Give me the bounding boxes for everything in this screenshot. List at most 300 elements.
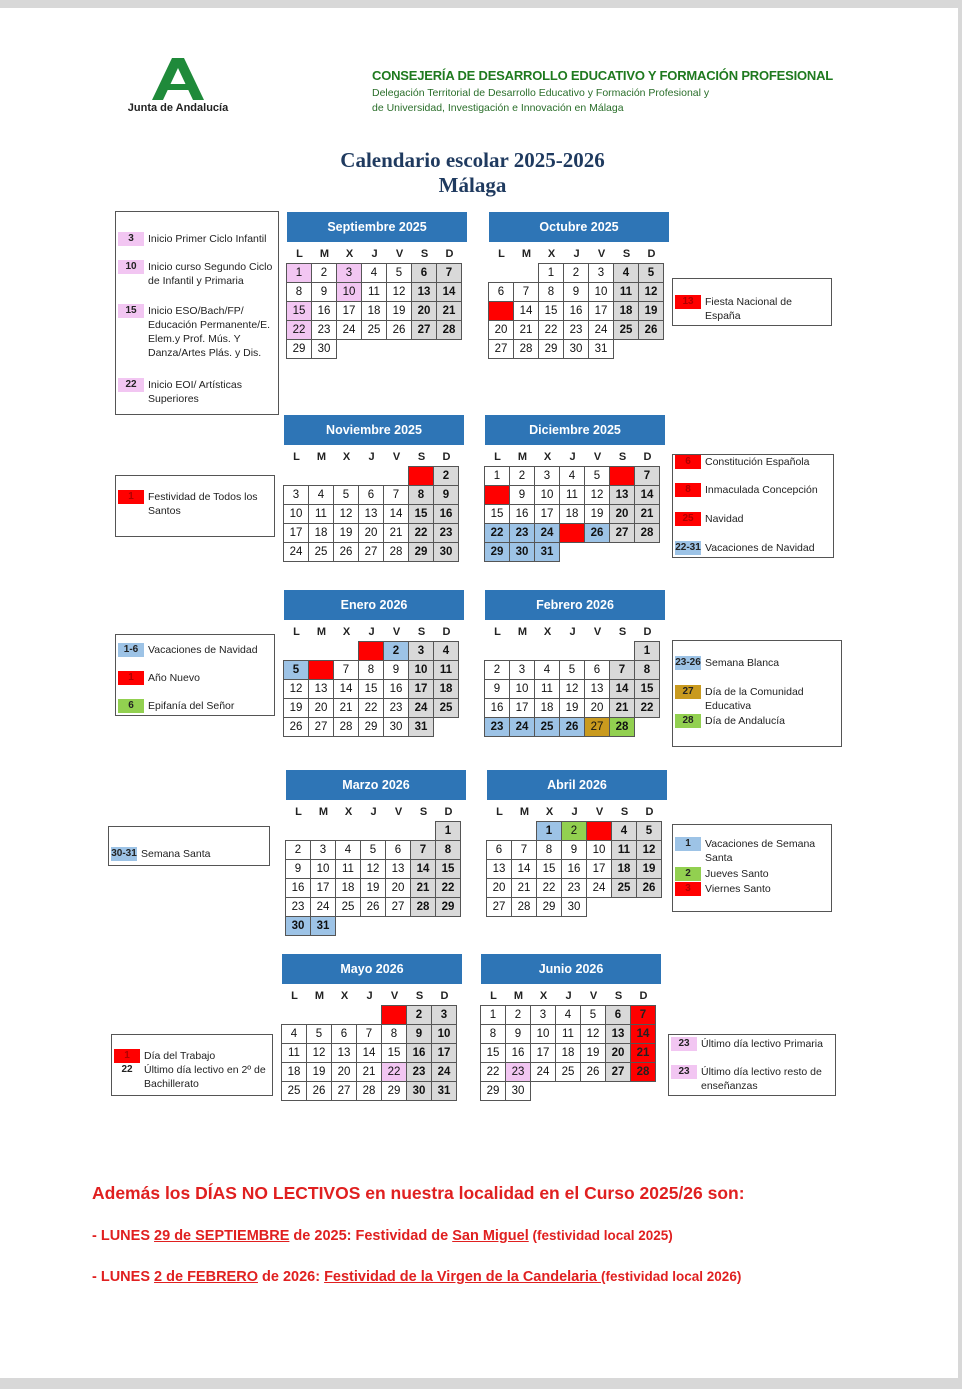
day-cell: 29	[286, 339, 312, 359]
day-cell: 5	[283, 660, 309, 680]
day-cell: 11	[559, 485, 585, 505]
note-text: - LUNES	[92, 1269, 155, 1285]
legend-swatch: 22-31	[675, 542, 701, 553]
day-cell: 20	[358, 523, 384, 543]
day-cell: 10	[588, 282, 614, 302]
day-cell: 13	[584, 679, 610, 699]
day-cell: 19	[386, 301, 412, 321]
legend-text: Inicio Primer Ciclo Infantil	[148, 233, 267, 245]
legend-swatch: 23	[671, 1065, 697, 1079]
legend-text: Semana Santa	[141, 848, 211, 860]
day-cell: 18	[433, 679, 459, 699]
day-cell: 5	[360, 840, 386, 860]
legend-item	[675, 867, 827, 881]
day-cell: 16	[406, 1043, 432, 1063]
day-cell: 16	[563, 301, 589, 321]
day-cell: 1	[480, 1005, 506, 1025]
day-cell: 21	[356, 1062, 382, 1082]
junta-andalucia-emblem-icon	[150, 56, 206, 100]
weekday-label: S	[419, 806, 428, 818]
weekday-label: V	[593, 451, 602, 463]
day-cell: 6	[609, 466, 635, 486]
weekday-label: L	[293, 451, 300, 463]
day-cell: 24	[310, 897, 336, 917]
day-cell: 28	[410, 897, 436, 917]
day-cell: 22	[480, 1062, 506, 1082]
day-cell: 4	[281, 1024, 307, 1044]
month-title: Mayo 2026	[282, 954, 462, 984]
legend-text: Constitución Española	[705, 456, 810, 468]
legend-swatch: 2	[675, 867, 701, 881]
local-holiday-1	[92, 1228, 673, 1244]
weekday-label: X	[345, 248, 354, 260]
day-cell: 11	[555, 1024, 581, 1044]
legend-item	[675, 685, 837, 713]
weekday-label: L	[494, 451, 501, 463]
legend-item	[118, 699, 270, 713]
empty-cell	[281, 1005, 307, 1025]
day-cell: 14	[511, 859, 537, 879]
weekday-label: V	[394, 806, 403, 818]
weekday-label: D	[442, 626, 451, 638]
legend-text: Semana Blanca	[705, 657, 780, 669]
day-cell: 5	[559, 660, 585, 680]
day-cell: 16	[285, 878, 311, 898]
day-cell: 18	[534, 698, 560, 718]
empty-cell	[385, 821, 411, 841]
legend-text: Inicio curso Segundo Ciclo de Infantil y Primaria	[148, 261, 273, 287]
weekday-label: X	[543, 626, 552, 638]
legend-item	[675, 512, 829, 526]
day-cell: 25	[361, 320, 387, 340]
empty-cell	[335, 821, 361, 841]
day-cell: 17	[310, 878, 336, 898]
day-cell: 27	[488, 339, 514, 359]
day-cell: 29	[435, 897, 461, 917]
day-cell: 9	[561, 840, 587, 860]
day-cell: 4	[555, 1005, 581, 1025]
day-cell: 16	[484, 698, 510, 718]
empty-cell	[559, 641, 585, 661]
day-cell: 7	[383, 485, 409, 505]
month-title: Marzo 2026	[286, 770, 466, 800]
day-cell: 10	[586, 840, 612, 860]
weekday-header	[286, 802, 466, 822]
legend-swatch: 6	[675, 455, 701, 469]
legend-item	[675, 714, 837, 728]
day-cell: 10	[534, 485, 560, 505]
legend-text: Jueves Santo	[705, 868, 769, 880]
day-cell: 22	[286, 320, 312, 340]
day-cell: 24	[586, 878, 612, 898]
logo-text: Junta de Andalucía	[127, 102, 229, 114]
day-cell: 28	[356, 1081, 382, 1101]
legend-item	[675, 656, 837, 670]
notes-headline: Además los DÍAS NO LECTIVOS en nuestra localidad en el Curso 2025/26 son:	[92, 1183, 745, 1203]
day-cell: 8	[536, 840, 562, 860]
day-cell: 20	[584, 698, 610, 718]
day-cell: 29	[480, 1081, 506, 1101]
legend-item	[114, 1049, 268, 1063]
weekday-label: D	[440, 990, 449, 1002]
day-cell: 17	[586, 859, 612, 879]
day-cell: 26	[636, 878, 662, 898]
weekday-label: D	[639, 990, 648, 1002]
day-cell: 5	[333, 485, 359, 505]
day-cell: 30	[311, 339, 337, 359]
day-cell: 18	[281, 1062, 307, 1082]
day-cell: 11	[433, 660, 459, 680]
day-cell: 31	[588, 339, 614, 359]
day-grid	[282, 1006, 462, 1101]
legend-text: Día del Trabajo	[144, 1050, 216, 1062]
day-cell: 2	[505, 1005, 531, 1025]
day-cell: 24	[283, 542, 309, 562]
legend-swatch: 3	[675, 882, 701, 896]
month-calendar	[287, 212, 467, 359]
weekday-label: S	[417, 451, 426, 463]
day-cell: 30	[561, 897, 587, 917]
empty-cell	[511, 821, 537, 841]
day-cell: 9	[406, 1024, 432, 1044]
day-cell: 15	[538, 301, 564, 321]
legend-marzo	[108, 826, 270, 866]
note-text: (festividad local 2026)	[601, 1269, 742, 1284]
month-title: Enero 2026	[284, 590, 464, 620]
day-cell: 14	[634, 485, 660, 505]
day-cell: 3	[408, 641, 434, 661]
day-cell: 15	[484, 504, 510, 524]
day-cell: 5	[386, 263, 412, 283]
weekday-label: J	[368, 451, 375, 463]
weekday-label: X	[342, 626, 351, 638]
legend-text: Último día lectivo Primaria	[701, 1038, 823, 1050]
day-cell: 18	[555, 1043, 581, 1063]
day-cell: 26	[333, 542, 359, 562]
weekday-label: M	[519, 806, 530, 818]
day-cell: 9	[509, 485, 535, 505]
day-cell: 4	[361, 263, 387, 283]
day-cell: 20	[486, 878, 512, 898]
legend-swatch: 1-6	[118, 643, 144, 657]
day-cell: 26	[306, 1081, 332, 1101]
weekday-header	[489, 244, 669, 264]
legend-text: Inmaculada Concepción	[705, 484, 818, 496]
day-cell: 17	[431, 1043, 457, 1063]
weekday-label: J	[569, 451, 576, 463]
day-cell: 12	[306, 1043, 332, 1063]
day-cell: 30	[509, 542, 535, 562]
month-title: Octubre 2025	[489, 212, 669, 242]
day-cell: 27	[331, 1081, 357, 1101]
day-cell: 27	[605, 1062, 631, 1082]
weekday-header	[284, 622, 464, 642]
day-cell: 23	[285, 897, 311, 917]
day-cell: 25	[611, 878, 637, 898]
weekday-label: L	[498, 248, 505, 260]
day-cell: 6	[605, 1005, 631, 1025]
day-cell: 25	[433, 698, 459, 718]
empty-cell	[331, 1005, 357, 1025]
legend-item	[114, 1063, 268, 1091]
day-cell: 8	[381, 1024, 407, 1044]
day-cell: 4	[433, 641, 459, 661]
legend-text: Año Nuevo	[148, 672, 200, 684]
day-cell: 20	[385, 878, 411, 898]
weekday-label: S	[618, 626, 627, 638]
day-cell: 19	[283, 698, 309, 718]
day-cell: 15	[536, 859, 562, 879]
weekday-header	[481, 986, 661, 1006]
legend-item	[675, 295, 827, 323]
day-cell: 1	[484, 466, 510, 486]
day-cell: 29	[358, 717, 384, 737]
day-cell: 28	[436, 320, 462, 340]
weekday-label: S	[620, 806, 629, 818]
day-cell: 6	[308, 660, 334, 680]
legend-swatch: 13	[675, 295, 701, 309]
day-cell: 1	[536, 821, 562, 841]
day-cell: 14	[333, 679, 359, 699]
empty-cell	[308, 641, 334, 661]
month-calendar	[487, 770, 667, 917]
legend-item	[118, 490, 270, 518]
day-cell: 18	[361, 301, 387, 321]
day-cell: 17	[408, 679, 434, 699]
day-cell: 27	[411, 320, 437, 340]
day-cell: 2	[433, 466, 459, 486]
day-cell: 25	[613, 320, 639, 340]
legend-swatch: 1	[118, 490, 144, 504]
month-calendar	[485, 590, 665, 737]
day-cell: 5	[580, 1005, 606, 1025]
day-cell: 18	[613, 301, 639, 321]
day-cell: 20	[605, 1043, 631, 1063]
day-cell: 14	[383, 504, 409, 524]
day-cell: 2	[563, 263, 589, 283]
note-date: 29 de SEPTIEMBRE	[154, 1228, 290, 1244]
month-title: Junio 2026	[481, 954, 661, 984]
day-cell: 5	[584, 466, 610, 486]
day-cell: 21	[513, 320, 539, 340]
delegation-line-2: de Universidad, Investigación e Innovación en Málaga	[372, 102, 624, 114]
day-cell: 15	[480, 1043, 506, 1063]
note-holiday-name: San Miguel	[452, 1228, 529, 1244]
day-cell: 13	[358, 504, 384, 524]
day-cell: 22	[536, 878, 562, 898]
day-cell: 9	[311, 282, 337, 302]
day-cell: 7	[609, 660, 635, 680]
day-cell: 19	[584, 504, 610, 524]
empty-cell	[410, 821, 436, 841]
day-cell: 23	[311, 320, 337, 340]
day-cell: 2	[484, 660, 510, 680]
legend-swatch: 28	[675, 714, 701, 728]
weekday-label: L	[293, 626, 300, 638]
weekday-label: V	[597, 248, 606, 260]
month-calendar	[282, 954, 462, 1101]
empty-cell	[534, 641, 560, 661]
weekday-label: D	[645, 806, 654, 818]
legend-swatch: 22	[114, 1063, 140, 1077]
legend-item	[111, 847, 265, 861]
day-grid	[485, 467, 665, 562]
day-cell: 23	[383, 698, 409, 718]
weekday-label: X	[545, 806, 554, 818]
day-cell: 21	[630, 1043, 656, 1063]
day-cell: 26	[386, 320, 412, 340]
legend-swatch: 8	[675, 483, 701, 497]
weekday-label: J	[565, 990, 572, 1002]
day-cell: 25	[281, 1081, 307, 1101]
day-cell: 8	[634, 660, 660, 680]
day-cell: 1	[435, 821, 461, 841]
weekday-label: D	[445, 248, 454, 260]
weekday-label: X	[344, 806, 353, 818]
day-cell: 8	[286, 282, 312, 302]
weekday-label: V	[395, 248, 404, 260]
day-cell: 12	[559, 679, 585, 699]
day-cell: 16	[561, 859, 587, 879]
day-cell: 6	[358, 485, 384, 505]
legend-swatch: 23	[671, 1037, 697, 1051]
day-cell: 16	[433, 504, 459, 524]
day-cell: 19	[636, 859, 662, 879]
empty-cell	[584, 641, 610, 661]
weekday-label: L	[296, 248, 303, 260]
day-cell: 17	[534, 504, 560, 524]
day-cell: 7	[630, 1005, 656, 1025]
day-cell: 21	[383, 523, 409, 543]
weekday-label: J	[573, 248, 580, 260]
day-grid	[287, 264, 467, 359]
day-cell: 11	[361, 282, 387, 302]
day-cell: 15	[286, 301, 312, 321]
day-cell: 25	[335, 897, 361, 917]
day-cell: 21	[511, 878, 537, 898]
day-cell: 22	[538, 320, 564, 340]
day-cell: 28	[511, 897, 537, 917]
weekday-header	[284, 447, 464, 467]
month-calendar	[284, 590, 464, 737]
legend-swatch: 1	[675, 837, 701, 851]
day-cell: 30	[383, 717, 409, 737]
note-text: de 2025: Festividad de	[289, 1228, 453, 1244]
day-cell: 23	[505, 1062, 531, 1082]
day-cell: 17	[588, 301, 614, 321]
note-holiday-name: Festividad de la Virgen de la Candelaria	[324, 1269, 602, 1285]
note-text: (festividad local 2025)	[528, 1228, 673, 1243]
day-cell: 18	[335, 878, 361, 898]
weekday-label: L	[496, 806, 503, 818]
legend-diciembre	[672, 454, 834, 558]
weekday-label: J	[370, 806, 377, 818]
day-cell: 29	[381, 1081, 407, 1101]
day-cell: 2	[383, 641, 409, 661]
weekday-label: X	[340, 990, 349, 1002]
weekday-label: L	[494, 626, 501, 638]
day-cell: 1	[286, 263, 312, 283]
day-cell: 12	[580, 1024, 606, 1044]
weekday-label: L	[291, 990, 298, 1002]
day-cell: 12	[636, 840, 662, 860]
day-cell: 18	[611, 859, 637, 879]
day-grid	[284, 467, 464, 562]
empty-cell	[308, 466, 334, 486]
day-cell: 27	[486, 897, 512, 917]
legend-swatch: 30-31	[111, 848, 137, 859]
day-cell: 30	[505, 1081, 531, 1101]
department-title: CONSEJERÍA DE DESARROLLO EDUCATIVO Y FORMACIÓN PROFESIONAL	[372, 68, 834, 83]
legend-swatch: 23-26	[675, 657, 701, 668]
day-cell: 3	[336, 263, 362, 283]
day-cell: 28	[634, 523, 660, 543]
empty-cell	[283, 466, 309, 486]
weekday-label: V	[593, 626, 602, 638]
empty-cell	[358, 466, 384, 486]
day-cell: 15	[358, 679, 384, 699]
day-cell: 19	[360, 878, 386, 898]
day-cell: 9	[505, 1024, 531, 1044]
weekday-label: S	[420, 248, 429, 260]
day-cell: 7	[634, 466, 660, 486]
month-calendar	[485, 415, 665, 562]
day-cell: 18	[559, 504, 585, 524]
weekday-label: X	[547, 248, 556, 260]
empty-cell	[283, 641, 309, 661]
weekday-label: X	[539, 990, 548, 1002]
day-cell: 30	[406, 1081, 432, 1101]
note-date: 2 de FEBRERO	[154, 1269, 258, 1285]
empty-cell	[609, 641, 635, 661]
day-cell: 27	[358, 542, 384, 562]
empty-cell	[333, 466, 359, 486]
day-cell: 29	[484, 542, 510, 562]
day-cell: 31	[431, 1081, 457, 1101]
weekday-label: V	[390, 990, 399, 1002]
page-subtitle: Málaga	[438, 173, 507, 197]
day-cell: 9	[563, 282, 589, 302]
day-cell: 24	[336, 320, 362, 340]
weekday-label: V	[589, 990, 598, 1002]
empty-cell	[360, 821, 386, 841]
day-cell: 9	[285, 859, 311, 879]
day-cell: 2	[406, 1005, 432, 1025]
day-cell: 23	[406, 1062, 432, 1082]
day-cell: 7	[356, 1024, 382, 1044]
day-cell: 6	[385, 840, 411, 860]
day-cell: 7	[436, 263, 462, 283]
legend-text: Vacaciones de Semana Santa	[705, 838, 816, 864]
day-cell: 28	[333, 717, 359, 737]
day-cell: 24	[588, 320, 614, 340]
day-cell: 17	[283, 523, 309, 543]
day-cell: 13	[385, 859, 411, 879]
empty-cell	[486, 821, 512, 841]
day-cell: 7	[333, 660, 359, 680]
legend-mayo	[111, 1034, 273, 1096]
legend-text: Inicio EOI/ Artísticas Superiores	[148, 379, 242, 405]
day-cell: 27	[609, 523, 635, 543]
legend-text: Vacaciones de Navidad	[148, 644, 258, 656]
legend-item	[671, 1037, 831, 1051]
day-cell: 20	[488, 320, 514, 340]
day-cell: 19	[559, 698, 585, 718]
day-cell: 27	[308, 717, 334, 737]
legend-septiembre	[115, 211, 279, 415]
weekday-label: J	[366, 990, 373, 1002]
day-cell: 15	[634, 679, 660, 699]
